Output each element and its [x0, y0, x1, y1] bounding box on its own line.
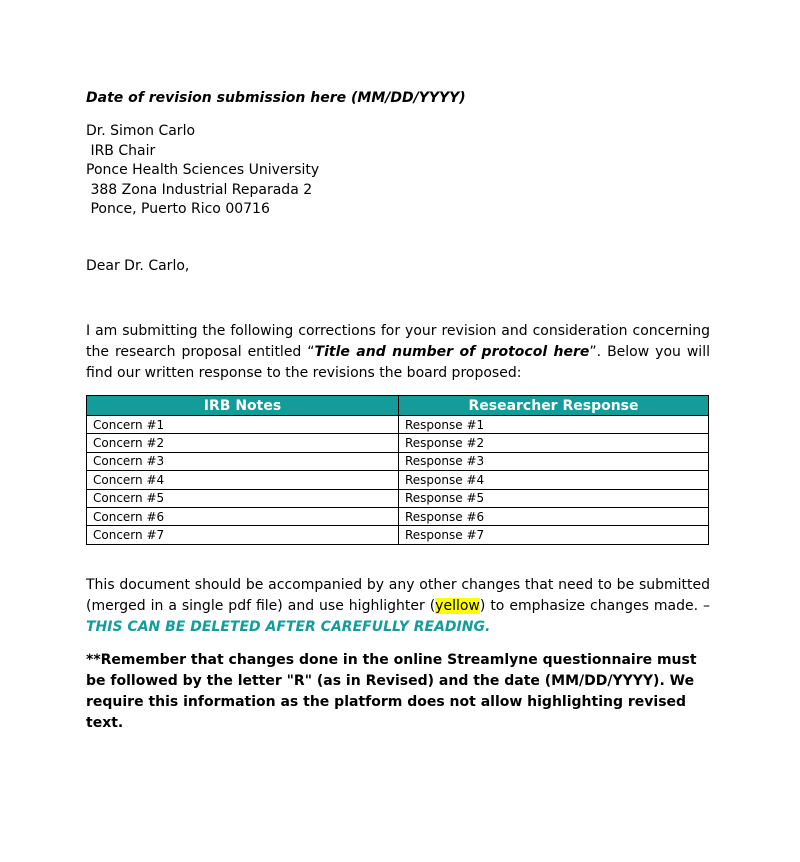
revisions-table: [86, 395, 709, 545]
concern-cell: Concern #1: [87, 416, 399, 434]
concern-cell: Concern #2: [87, 434, 399, 452]
response-cell: Response #6: [399, 507, 709, 525]
salutation: Dear Dr. Carlo,: [86, 258, 190, 274]
response-cell: Response #1: [399, 416, 709, 434]
address-line-name: Dr. Simon Carlo: [86, 123, 196, 139]
concern-cell: Concern #5: [87, 489, 399, 507]
response-cell: Response #3: [399, 452, 709, 470]
concern-cell: Concern #7: [87, 526, 399, 544]
concern-cell: Concern #4: [87, 471, 399, 489]
response-cell: Response #4: [399, 471, 709, 489]
delete-notice: THIS CAN BE DELETED AFTER CAREFULLY READING.: [86, 619, 491, 635]
address-line-institution: Ponce Health Sciences University: [86, 162, 320, 179]
table-row: [87, 526, 709, 544]
remember-paragraph: **Remember that changes done in the online Streamlyne questionnaire must be followed by the letter "R" (as in Revised) and the date (MM/DD/YYYY). We require this information as the platform does not allow highlighting revised text.: [86, 652, 697, 731]
highlighted-word: yellow: [435, 598, 480, 614]
header-irb-notes: IRB Notes: [87, 396, 399, 416]
table-row: [87, 507, 709, 525]
response-cell: Response #2: [399, 434, 709, 452]
table-row: [87, 434, 709, 452]
table-row: [87, 489, 709, 507]
address-line-title: IRB Chair: [86, 142, 156, 159]
address-line-street: 388 Zona Industrial Reparada 2: [86, 181, 313, 198]
response-cell: Response #7: [399, 526, 709, 544]
instructions-paragraph: [86, 575, 710, 638]
header-researcher-response: Researcher Response: [399, 396, 709, 416]
concern-cell: Concern #6: [87, 507, 399, 525]
concern-cell: Concern #3: [87, 452, 399, 470]
note-text-after: ) to emphasize changes made. –: [479, 598, 710, 614]
protocol-title-placeholder: Title and number of protocol here: [314, 344, 590, 360]
table-row: [87, 416, 709, 434]
table-header-row: [87, 396, 709, 416]
response-cell: Response #5: [399, 489, 709, 507]
table-row: [87, 471, 709, 489]
note-text-before: This document should be accompanied by any other changes that need to be submitted (merged in a single pdf file) and use highlighter (: [86, 577, 710, 614]
intro-paragraph: [86, 321, 710, 384]
intro-text-before: I am submitting the following corrections for your revision and consideration concerning the research proposal entitled “: [86, 323, 710, 360]
table-row: [87, 452, 709, 470]
recipient-address: [86, 122, 319, 220]
address-line-city: Ponce, Puerto Rico 00716: [86, 201, 270, 218]
intro-text-after: ”. Below you will find our written response to the revisions the board proposed:: [86, 344, 710, 381]
revision-date-line: Date of revision submission here (MM/DD/YYYY): [86, 90, 466, 106]
